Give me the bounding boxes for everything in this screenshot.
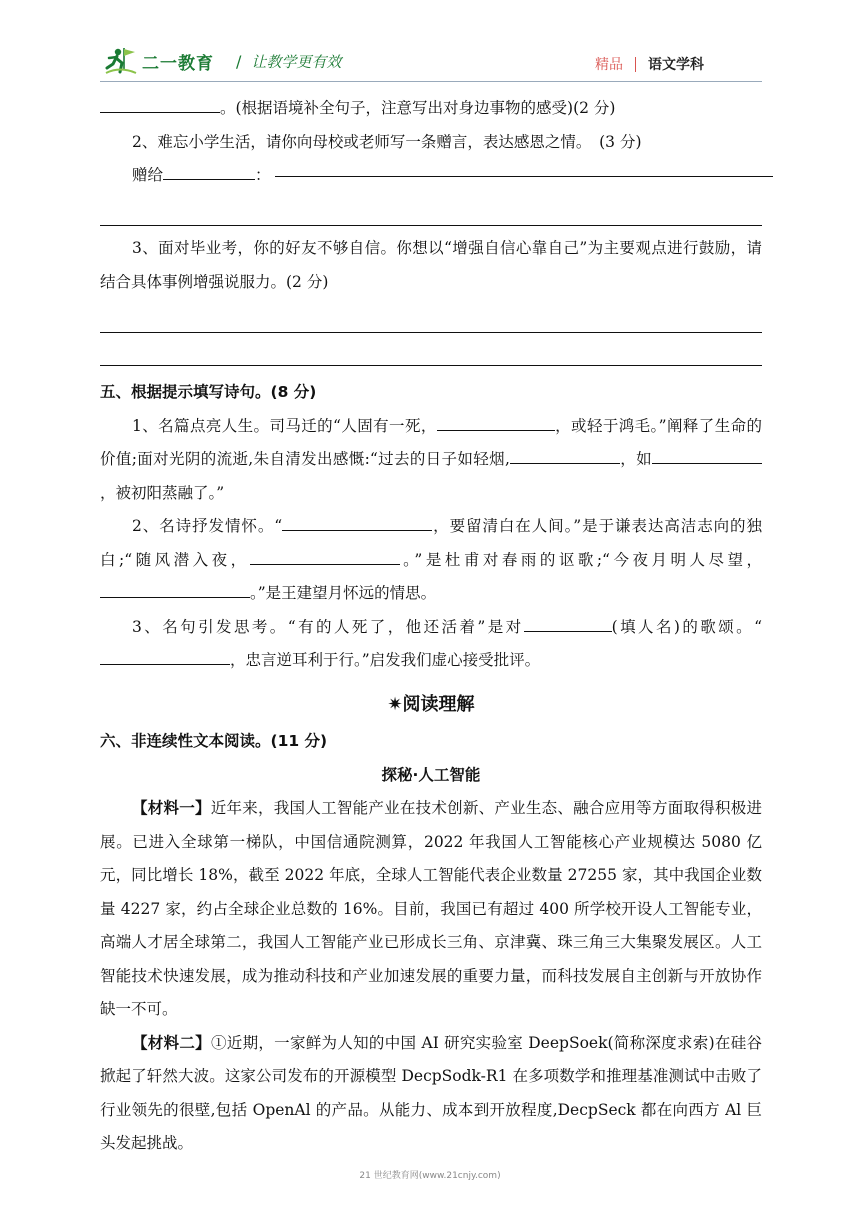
answer-blank[interactable] bbox=[510, 443, 620, 464]
answer-blank[interactable] bbox=[282, 510, 432, 531]
q4-item2: 2、难忘小学生活，请你向母校或老师写一条赠言，表达感恩之情。 (3 分) bbox=[132, 132, 642, 151]
header-divider bbox=[635, 57, 636, 72]
q4-item3: 3、面对毕业考，你的好友不够自信。你想以“增强自信心靠自己”为主要观点进行鼓励，请结合具体事例增强说服力。(2 分) bbox=[100, 239, 762, 291]
header-tags bbox=[595, 54, 704, 74]
passage-title: 探秘·人工智能 bbox=[381, 765, 481, 784]
answer-blank[interactable] bbox=[437, 410, 555, 431]
section-title: ✷阅读理解 bbox=[387, 693, 475, 715]
q4-item1-cont: 。(根据语境补全句子，注意写出对身边事物的感受)(2 分) bbox=[100, 92, 762, 126]
q5-item1: 1、名篇点亮人生。司马迁的“人固有一死， ，或轻于鸿毛。”阐释了生命的价值;面对光阴的流逝,朱自清发出感慨:“过去的日子如轻烟, ，如，被初阳蒸融了。” bbox=[100, 410, 762, 511]
q5-item2: 2、名诗抒发情怀。“ ，要留清白在人间。”是于谦表达高洁志向的独白;“随风潜入夜， 。”是杜甫对春雨的讴歌;“今夜月明人尽望，。”是王建望月怀远的情思。 bbox=[100, 510, 762, 611]
runner-flag-icon bbox=[104, 46, 138, 76]
page-content bbox=[100, 92, 762, 1161]
q6-title: 六、非连续性文本阅读。(11 分) bbox=[100, 732, 328, 750]
q5-title: 五、根据提示填写诗句。(8 分) bbox=[100, 383, 317, 401]
premium-tag: 精品 bbox=[595, 57, 623, 73]
logo bbox=[104, 46, 341, 76]
answer-line[interactable] bbox=[100, 333, 762, 367]
answer-line[interactable] bbox=[100, 193, 762, 227]
q4-gift-line: 赠给 ： bbox=[100, 159, 762, 193]
footer: 21 世纪教育网(www.21cnjy.com) bbox=[359, 1171, 501, 1181]
gift-recipient-blank[interactable] bbox=[163, 159, 255, 180]
answer-blank[interactable] bbox=[652, 443, 762, 464]
answer-blank[interactable] bbox=[524, 611, 612, 632]
header-rule bbox=[100, 81, 762, 82]
page-header bbox=[0, 0, 860, 90]
answer-blank[interactable] bbox=[100, 644, 230, 665]
slogan: 让教学更有效 bbox=[251, 52, 342, 71]
subject-tag: 语文学科 bbox=[648, 57, 704, 73]
q5-item3: 3、名句引发思考。“有的人死了，他还活着”是对 (填人名)的歌颂。“，忠言逆耳利于行。”启发我们虚心接受批评。 bbox=[100, 611, 762, 678]
answer-line[interactable] bbox=[100, 299, 762, 333]
answer-blank[interactable] bbox=[100, 577, 250, 598]
answer-blank[interactable] bbox=[100, 92, 220, 113]
gift-message-line[interactable] bbox=[275, 175, 773, 177]
logo-text: 二一教育 bbox=[142, 53, 214, 74]
material-1: 【材料一】近年来，我国人工智能产业在技术创新、产业生态、融合应用等方面取得积极进展。已进入全球第一梯队，中国信通院测算，2022 年我国人工智能核心产业规模达 5080 亿元，同比增长 18%，截至 2022 年底，全球人工智能代表企业数量 27255 家，其中我国企业数量 4227 家，约占全球企业总数的 16%。目前，我国已有超过 400 所学校开设人工智能专业，高端人才居全球第二，我国人工智能产业已形成长三角、京津冀、珠三角三大集聚发展区。人工智能技术快速发展，成为推动科技和产业加速发展的重要力量，而科技发展自主创新与开放协作缺一不可。 bbox=[100, 799, 762, 1018]
slash-divider: / bbox=[236, 51, 242, 71]
answer-blank[interactable] bbox=[250, 544, 400, 565]
material-2: 【材料二】①近期，一家鲜为人知的中国 AI 研究实验室 DeepSoek(简称深度求索)在硅谷掀起了轩然大波。这家公司发布的开源模型 DecpSodk-R1 在多项数学和推理基准测试中击败了行业领先的很壁,包括 OpenAl 的产品。从能力、成本到开放程度,DecpSeck 都在向西方 Al 巨头发起挑战。 bbox=[100, 1033, 762, 1152]
